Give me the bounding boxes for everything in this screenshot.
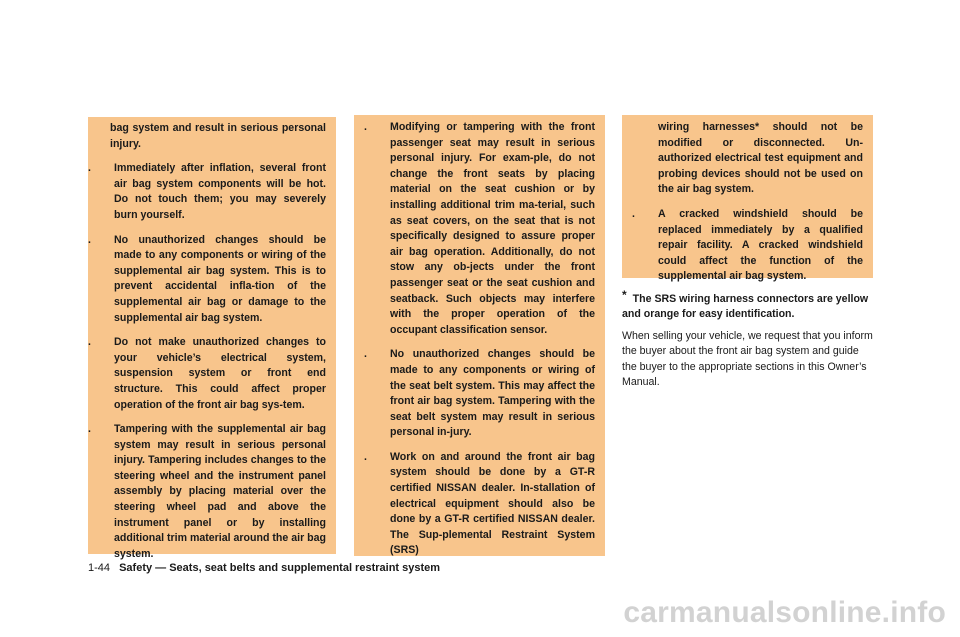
- warning-bullet-item: [364, 120, 595, 338]
- info-paragraph: When selling your vehicle, we request that you inform the buyer about the front air bag system and guide the buyer to the appropriate sections in this Owner’s Manual.: [622, 329, 873, 389]
- bullet-marker: .: [364, 450, 367, 463]
- warning-bullet-item: [364, 450, 595, 559]
- bullet-marker: .: [88, 336, 91, 349]
- warning-box-column-3: [622, 115, 873, 283]
- bullet-text: No unauthorized changes should be made to any components or wiring of the supplemental air bag system. This is to prevent accidental infla-tion of the supplemental air bag or damage to the supplemental air bag system.: [114, 233, 326, 324]
- warning-box-column-2: [354, 115, 605, 556]
- bullet-marker: .: [364, 348, 367, 361]
- bullet-marker: .: [88, 423, 91, 436]
- warning-bullet-item: [88, 161, 326, 223]
- warning-bullet-item: [88, 233, 326, 327]
- watermark: carmanualsonline.info: [623, 596, 946, 629]
- warning-continuation-text: wiring harnesses* should not be modified or disconnected. Un-authorized electrical test equipment and probing devices should not be used on the air bag system.: [658, 121, 863, 196]
- bullet-text: Immediately after inflation, several front air bag system components will be hot. Do not touch them; you may severely burn yourself.: [114, 162, 326, 221]
- bullet-text: A cracked windshield should be replaced immediately by a qualified repair facility. A cracked windshield could affect the function of the supplemental air bag system.: [658, 207, 863, 283]
- footnote: [622, 288, 875, 323]
- warning-bullet-item: [364, 347, 595, 441]
- bullet-marker: .: [88, 233, 91, 246]
- bullet-text: Work on and around the front air bag system should be done by a GT-R certified NISSAN dealer. In-stallation of electrical equipment should also be done by a GT-R certified NISSAN dealer. The Sup-plemental Restraint System (SRS): [390, 450, 595, 557]
- bullet-text: Tampering with the supplemental air bag system may result in serious personal injury. Tampering includes changes to the steering wheel and the instrument panel assembly by placing material over the steering wheel pad and above the instrument panel or by installing additional trim material around the air bag system.: [114, 423, 326, 560]
- bullet-marker: .: [88, 162, 91, 175]
- bullet-marker: .: [632, 207, 635, 220]
- bullet-text: No unauthorized changes should be made to any components or wiring of the seat belt system. This may affect the front air bag system. Tampering with the seat belt system may result in serious personal in-jury.: [390, 348, 595, 439]
- section-title: Safety — Seats, seat belts and supplemental restraint system: [119, 562, 441, 574]
- warning-intro-text: bag system and result in serious personal injury.: [110, 122, 326, 150]
- warning-box-column-1: [88, 117, 336, 560]
- footnote-star-icon: *: [622, 288, 627, 302]
- bullet-marker: .: [364, 121, 367, 133]
- bullet-text: Modifying or tampering with the front passenger seat may result in serious personal injury. For exam-ple, do not change the front seats by placing material on the seat cushion or by installing additional trim ma-terial, such as seat covers, on the seat that is not specifically designed to assure proper air bag operation. Additionally, do not stow any ob-jects under the front passenger seat or the seat cushion and seatback. Such objects may interfere with the proper operation of the occupant classification sensor.: [390, 121, 595, 336]
- warning-bullet-item: [632, 207, 863, 285]
- footnote-text: The SRS wiring harness connectors are yellow and orange for easy identification.: [622, 293, 869, 321]
- body-text-area: [622, 288, 875, 390]
- warning-bullet-item: [88, 335, 326, 413]
- warning-bullet-item: [88, 422, 326, 562]
- page-footer: [88, 562, 440, 574]
- bullet-text: Do not make unauthorized changes to your vehicle’s electrical system, suspension system or front end structure. This could affect proper operation of the front air bag sys-tem.: [114, 336, 326, 411]
- page-number: 1-44: [88, 562, 111, 574]
